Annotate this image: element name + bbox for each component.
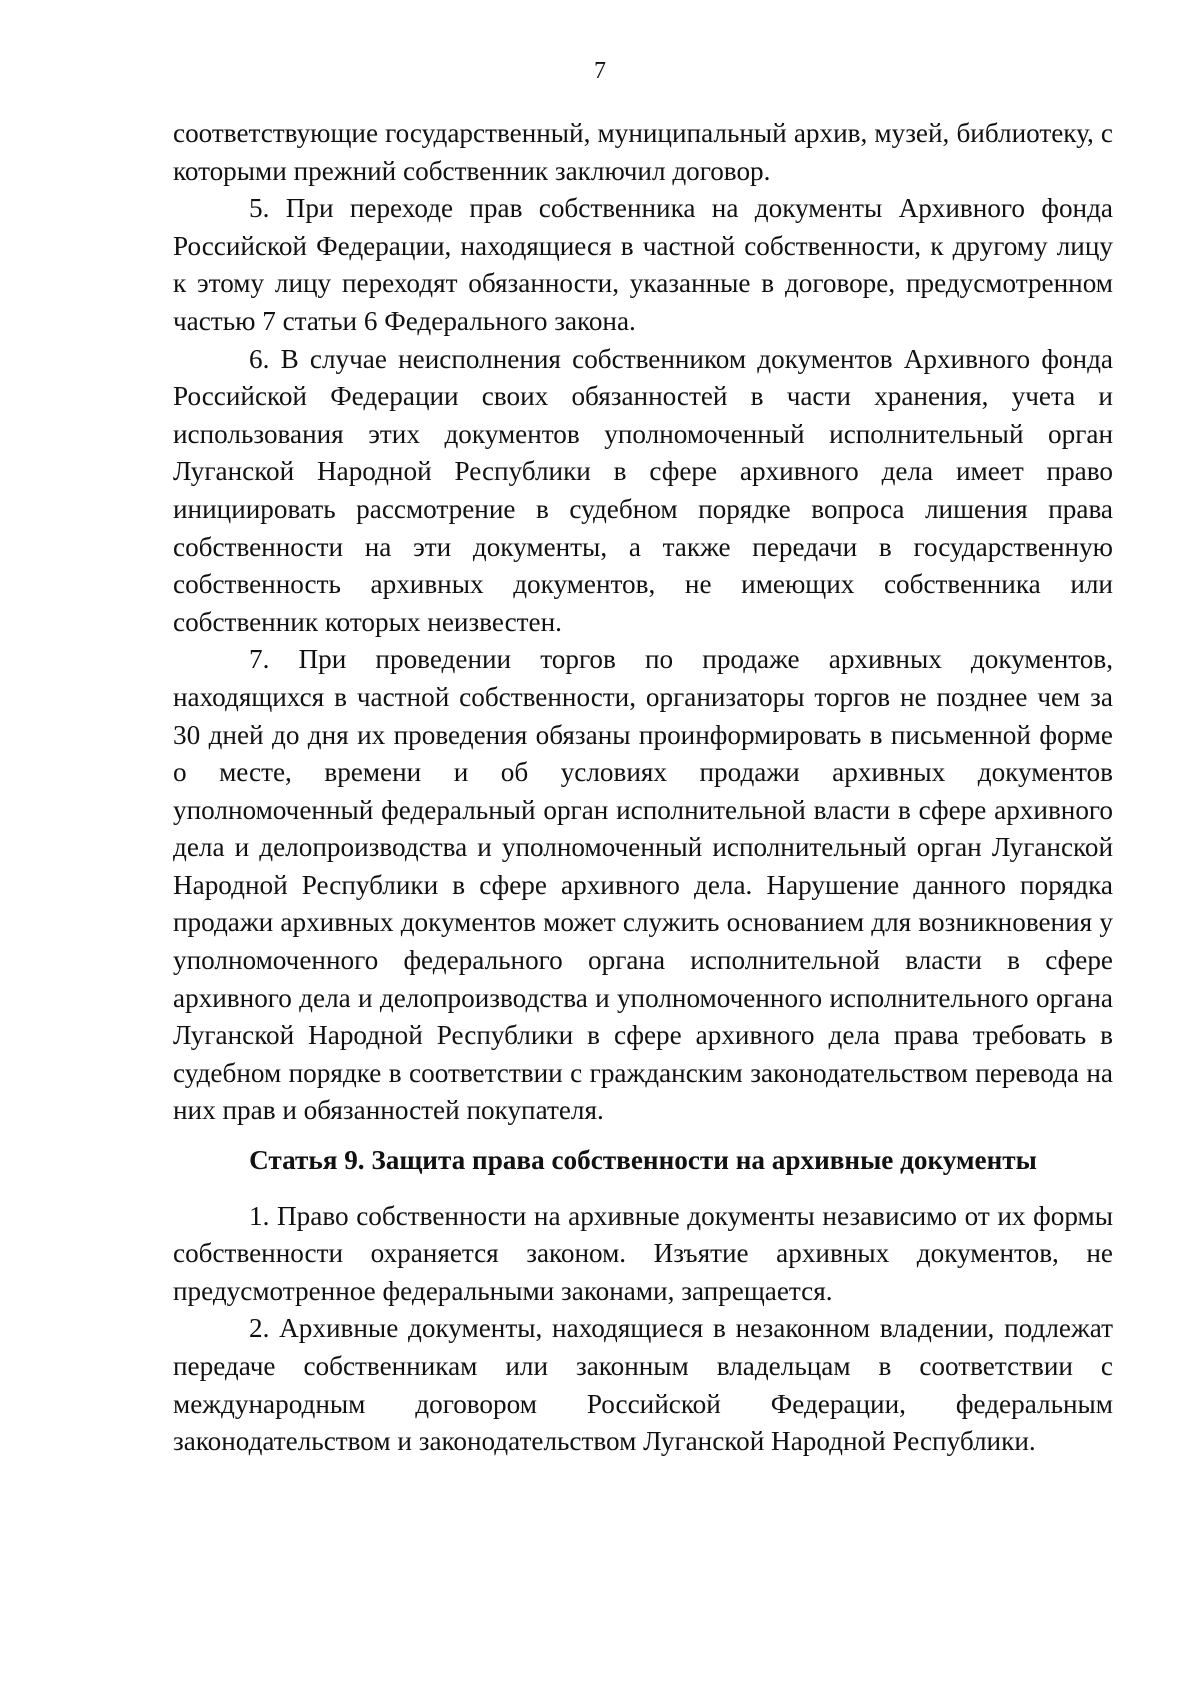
article-paragraph-2: 2. Архивные документы, находящиеся в незаконном владении, подлежат передаче собственникам или законным владельцам в соответствии с международным договором Российской Федерации, федеральным законодательством и законодательством Луганской Народной Республики. [173,1313,1113,1457]
paragraph-item-7: 7. При проведении торгов по продаже архивных документов, находящихся в частной собственности, организаторы торгов не позднее чем за 30 дней до дня их проведения обязаны проинформировать в письменной форме о месте, времени и об условиях продажи архивных документов уполномоченный федеральный орган исполнительной власти в сфере архивного дела и делопроизводства и уполномоченный исполнительный орган Луганской Народной Республики в сфере архивного дела. Нарушение данного порядка продажи архивных документов может служить основанием для возникновения у уполномоченного федерального органа исполнительной власти в сфере архивного дела и делопроизводства и уполномоченного исполнительного органа Луганской Народной Республики в сфере архивного дела права требовать в судебном порядке в соответствии с гражданским законодательством перевода на них прав и обязанностей покупателя. [173,644,1113,1126]
paragraph-item-6: 6. В случае неисполнения собственником документов Архивного фонда Российской Федерации своих обязанностей в части хранения, учета и использования этих документов уполномоченный исполнительный орган Луганской Народной Республики в сфере архивного дела имеет право инициировать рассмотрение в судебном порядке вопроса лишения права собственности на эти документы, а также передачи в государственную собственность архивных документов, не имеющих собственника или собственник которых неизвестен. [173,343,1113,637]
document-body [173,115,1113,1461]
article-heading: Статья 9. Защита права собственности на архивные документы [249,1145,1037,1176]
article-paragraph-1: 1. Право собственности на архивные документы независимо от их формы собственности охраняется законом. Изъятие архивных документов, не предусмотренное федеральными законами, запрещается. [173,1200,1113,1306]
paragraph-item-5: 5. При переходе прав собственника на документы Архивного фонда Российской Федерации, находящиеся в частной собственности, к другому лицу к этому лицу переходят обязанности, указанные в договоре, предусмотренном частью 7 статьи 6 Федерального закона. [173,193,1113,336]
paragraph-continuation: соответствующие государственный, муниципальный архив, музей, библиотеку, с которыми прежний собственник заключил договор. [173,118,1113,186]
page-number: 7 [594,58,606,84]
